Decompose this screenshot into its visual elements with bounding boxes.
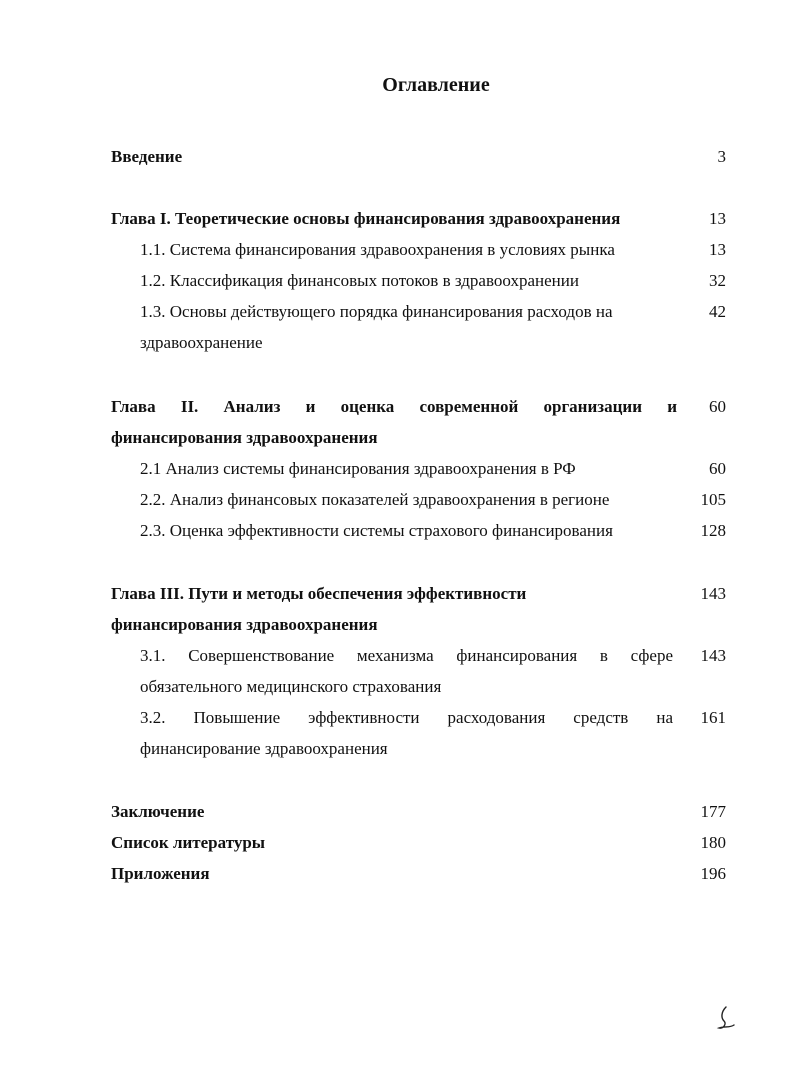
toc-entry-title: 1.2. Классификация финансовых потоков в здравоохранении [140, 271, 579, 290]
toc-entry-title: 2.2. Анализ финансовых показателей здравоохранения в регионе [140, 490, 610, 509]
toc-entry-title: 1.3. Основы действующего порядка финансирования расходов на [140, 302, 613, 321]
toc-item-1-1 [111, 234, 726, 264]
toc-page-number: 105 [700, 490, 726, 509]
toc-page-number: 177 [700, 802, 726, 821]
toc-page-number: 161 [700, 708, 726, 727]
toc-entry-title: 3.2. Повышение эффективности расходования средств на [140, 708, 673, 727]
toc-page-number: 42 [709, 302, 726, 321]
toc-chapter-2 [111, 391, 726, 453]
toc-entry-continuation: здравоохранение [140, 333, 263, 352]
toc-page-number: 60 [709, 397, 726, 416]
toc-chapter-3 [111, 578, 726, 640]
toc-entry-title: 3.1. Совершенствование механизма финансирования в сфере [140, 646, 673, 665]
toc-entry-title: 1.1. Система финансирования здравоохранения в условиях рынка [140, 240, 615, 259]
toc-entry-title: Список литературы [111, 833, 266, 852]
toc-entry-title: 2.1 Анализ системы финансирования здравоохранения в РФ [140, 459, 576, 478]
toc-page-number: 60 [709, 459, 726, 478]
toc-entry-title: Глава III. Пути и методы обеспечения эффективности [111, 584, 527, 603]
toc-entry-appendix [111, 858, 726, 888]
toc-entry-title: Глава I. Теоретические основы финансирования здравоохранения [111, 209, 621, 228]
toc-item-3-2 [111, 702, 726, 764]
toc-page-number: 196 [700, 864, 726, 883]
toc-item-2-2 [111, 484, 726, 514]
toc-item-2-1 [111, 453, 726, 483]
toc-page-number: 3 [717, 147, 726, 166]
toc-entry-continuation: финансирования здравоохранения [111, 615, 378, 634]
toc-page-number: 180 [700, 833, 726, 852]
toc-item-1-2 [111, 265, 726, 295]
toc-entry-intro [111, 141, 726, 171]
toc-entry-title: Заключение [111, 802, 205, 821]
toc-page-number: 128 [700, 521, 726, 540]
handwritten-page-mark [712, 1004, 742, 1034]
toc-page-number: 32 [709, 271, 726, 290]
toc-entry-references [111, 827, 726, 857]
page-title: Оглавление [382, 74, 490, 96]
toc-page-number: 143 [700, 584, 726, 603]
toc-entry-continuation: обязательного медицинского страхования [140, 677, 442, 696]
toc-chapter-1 [111, 203, 726, 233]
toc-entry-title: Глава II. Анализ и оценка современной организации и [111, 397, 677, 416]
toc-item-2-3 [111, 515, 726, 545]
toc-item-1-3 [111, 296, 726, 358]
toc-entry-title: 2.3. Оценка эффективности системы страхового финансирования [140, 521, 613, 540]
toc-page-number: 13 [709, 209, 726, 228]
toc-page-number: 13 [709, 240, 726, 259]
toc-entry-title: Приложения [111, 864, 210, 883]
toc-entry-continuation: финансирование здравоохранения [140, 739, 388, 758]
toc-item-3-1 [111, 640, 726, 702]
toc-page-number: 143 [700, 646, 726, 665]
toc-entry-continuation: финансирования здравоохранения [111, 428, 378, 447]
toc-entry-title: Введение [111, 147, 183, 166]
toc-entry-conclusion [111, 796, 726, 826]
